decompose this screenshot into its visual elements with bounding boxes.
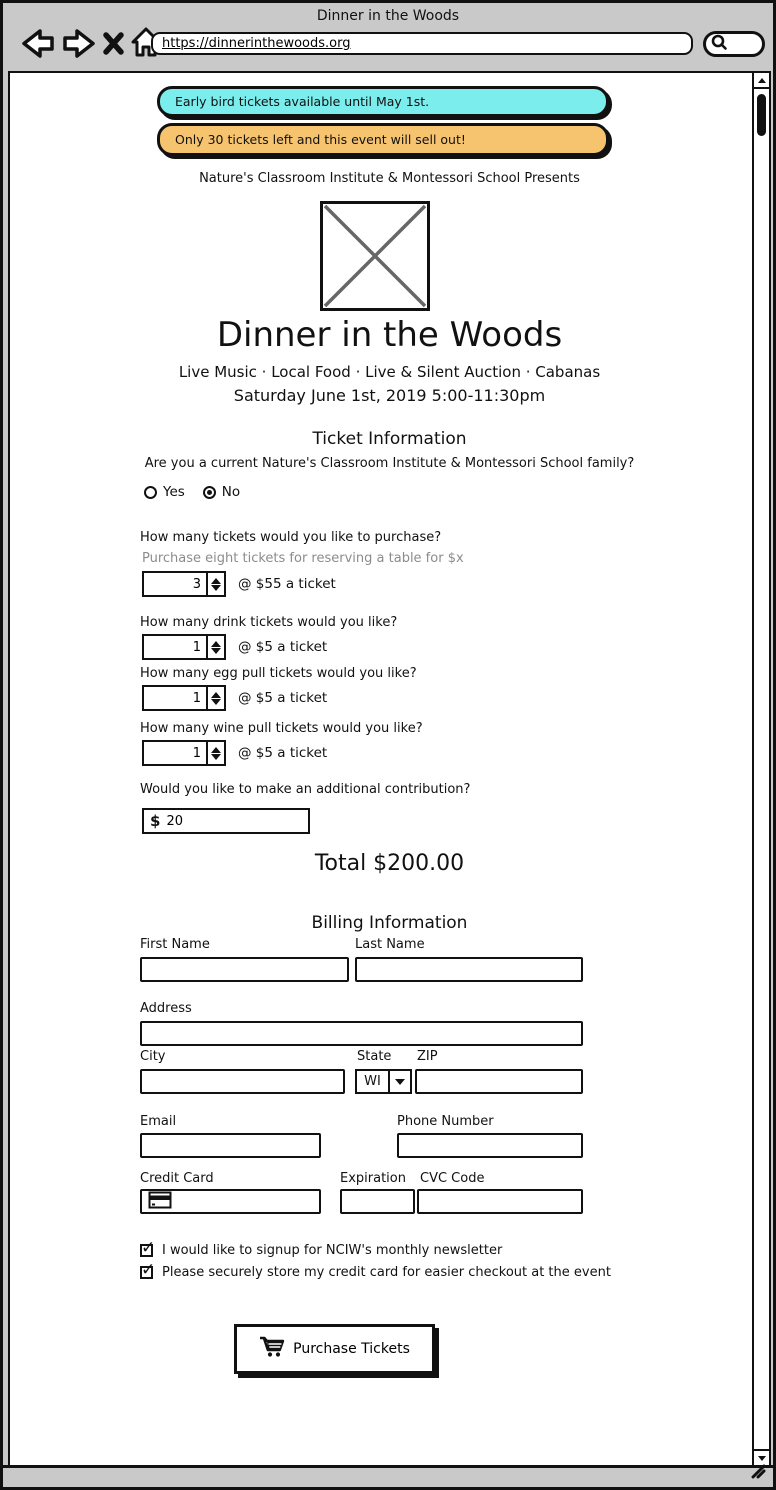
- wine-stepper-arrows[interactable]: [206, 742, 224, 764]
- state-label: State: [357, 1049, 392, 1064]
- credit-card-icon: [148, 1191, 172, 1213]
- search-box[interactable]: [703, 31, 765, 57]
- scroll-up-icon: [758, 78, 766, 83]
- dropdown-arrow-icon[interactable]: [388, 1071, 410, 1092]
- wine-qty-stepper: [142, 740, 226, 766]
- ticket-info-heading: Ticket Information: [312, 429, 467, 449]
- tickets-left-banner: [157, 123, 609, 156]
- shopping-cart-icon: [259, 1336, 285, 1362]
- stepper-up-icon[interactable]: [211, 692, 221, 698]
- cvc-input[interactable]: [417, 1189, 583, 1214]
- contribution-question: Would you like to make an additional contribution?: [140, 782, 471, 797]
- last-name-input[interactable]: [355, 957, 583, 982]
- newsletter-checkbox[interactable]: [140, 1244, 153, 1257]
- tickets-qty-input[interactable]: [144, 573, 206, 595]
- contribution-input[interactable]: [166, 814, 302, 829]
- radio-yes-label: Yes: [163, 484, 185, 500]
- family-question: Are you a current Nature's Classroom Institute & Montessori School family?: [144, 456, 635, 471]
- address-label: Address: [140, 1001, 192, 1016]
- phone-input[interactable]: [397, 1133, 583, 1158]
- email-label: Email: [140, 1114, 177, 1129]
- first-name-label: First Name: [140, 937, 210, 952]
- drink-stepper-arrows[interactable]: [206, 636, 224, 658]
- tickets-stepper-arrows[interactable]: [206, 573, 224, 595]
- resize-grip-icon[interactable]: [741, 1463, 767, 1484]
- tickets-question: How many tickets would you like to purchase?: [140, 530, 442, 545]
- stepper-down-icon[interactable]: [211, 648, 221, 654]
- event-tagline: Live Music · Local Food · Live & Silent Auction · Cabanas: [178, 363, 601, 381]
- state-select[interactable]: [355, 1069, 412, 1094]
- presents-line: Nature's Classroom Institute & Montessori School Presents: [199, 171, 580, 186]
- cvc-label: CVC Code: [420, 1171, 485, 1186]
- zip-label: ZIP: [417, 1049, 438, 1064]
- stop-button[interactable]: [101, 31, 126, 60]
- forward-button[interactable]: [61, 28, 98, 63]
- expiration-label: Expiration: [340, 1171, 406, 1186]
- vertical-scrollbar[interactable]: [752, 73, 769, 1465]
- address-input[interactable]: [140, 1021, 583, 1046]
- zip-input[interactable]: [415, 1069, 583, 1094]
- email-input[interactable]: [140, 1133, 321, 1158]
- event-image-placeholder: [320, 201, 430, 311]
- newsletter-checkbox-label: I would like to signup for NCIW's monthly newsletter: [162, 1243, 503, 1258]
- stepper-up-icon[interactable]: [211, 747, 221, 753]
- page-content: [8, 71, 771, 1467]
- drink-qty-input[interactable]: [144, 636, 206, 658]
- table-reservation-hint: Purchase eight tickets for reserving a table for $x: [142, 551, 464, 566]
- early-bird-banner: [157, 86, 609, 117]
- billing-heading: Billing Information: [311, 913, 468, 933]
- tickets-left-banner-text: Only 30 tickets left and this event will sell out!: [175, 132, 466, 147]
- egg-qty-stepper: [142, 685, 226, 711]
- scrollbar-thumb[interactable]: [757, 94, 766, 136]
- stepper-down-icon[interactable]: [211, 585, 221, 591]
- stepper-down-icon[interactable]: [211, 699, 221, 705]
- stepper-up-icon[interactable]: [211, 641, 221, 647]
- egg-price: @ $5 a ticket: [238, 690, 328, 706]
- credit-card-input[interactable]: [140, 1189, 321, 1214]
- forward-arrow-icon: [61, 44, 98, 63]
- city-label: City: [140, 1049, 166, 1064]
- tickets-qty-stepper: [142, 571, 226, 597]
- first-name-input[interactable]: [140, 957, 349, 982]
- store-card-checkbox-label: Please securely store my credit card for easier checkout at the event: [162, 1265, 611, 1280]
- store-card-checkbox-row[interactable]: [140, 1265, 611, 1280]
- drink-price: @ $5 a ticket: [238, 639, 328, 655]
- search-magnifier-icon: [710, 33, 729, 56]
- family-radio-group: [144, 484, 240, 500]
- radio-yes-circle-icon[interactable]: [144, 486, 157, 499]
- back-button[interactable]: [19, 28, 56, 63]
- last-name-label: Last Name: [355, 937, 425, 952]
- expiration-input[interactable]: [340, 1189, 415, 1214]
- drink-qty-stepper: [142, 634, 226, 660]
- status-bar: [3, 1465, 773, 1487]
- tickets-price: @ $55 a ticket: [238, 576, 336, 592]
- egg-stepper-arrows[interactable]: [206, 687, 224, 709]
- url-input[interactable]: [151, 32, 693, 55]
- radio-no-circle-icon[interactable]: [203, 486, 216, 499]
- radio-no-label: No: [221, 484, 241, 500]
- window-title: Dinner in the Woods: [316, 8, 460, 24]
- family-radio-no[interactable]: [203, 484, 240, 500]
- state-selected-value: WI: [364, 1074, 381, 1089]
- back-arrow-icon: [19, 44, 56, 63]
- stepper-up-icon[interactable]: [211, 578, 221, 584]
- wine-price: @ $5 a ticket: [238, 745, 328, 761]
- early-bird-banner-text: Early bird tickets available until May 1st.: [175, 94, 430, 109]
- phone-label: Phone Number: [397, 1114, 494, 1129]
- newsletter-checkbox-row[interactable]: [140, 1243, 502, 1258]
- image-placeholder-x-icon: [323, 293, 427, 312]
- wine-question: How many wine pull tickets would you like?: [140, 721, 423, 736]
- page-title: Dinner in the Woods: [216, 315, 563, 355]
- contribution-field: [142, 808, 310, 834]
- family-radio-yes[interactable]: [144, 484, 185, 500]
- city-input[interactable]: [140, 1069, 345, 1094]
- scroll-up-button[interactable]: [754, 73, 769, 89]
- purchase-tickets-button[interactable]: [234, 1324, 435, 1374]
- event-datetime: Saturday June 1st, 2019 5:00-11:30pm: [233, 386, 546, 405]
- currency-symbol: $: [150, 812, 161, 830]
- stepper-down-icon[interactable]: [211, 754, 221, 760]
- scroll-down-icon: [758, 1456, 766, 1461]
- wine-qty-input[interactable]: [144, 742, 206, 764]
- store-card-checkbox[interactable]: [140, 1266, 153, 1279]
- stop-x-icon: [101, 41, 126, 60]
- total-amount: Total $200.00: [314, 851, 465, 876]
- egg-qty-input[interactable]: [144, 687, 206, 709]
- credit-card-label: Credit Card: [140, 1171, 214, 1186]
- purchase-button-label: Purchase Tickets: [293, 1341, 410, 1357]
- drink-question: How many drink tickets would you like?: [140, 615, 398, 630]
- egg-question: How many egg pull tickets would you like?: [140, 666, 417, 681]
